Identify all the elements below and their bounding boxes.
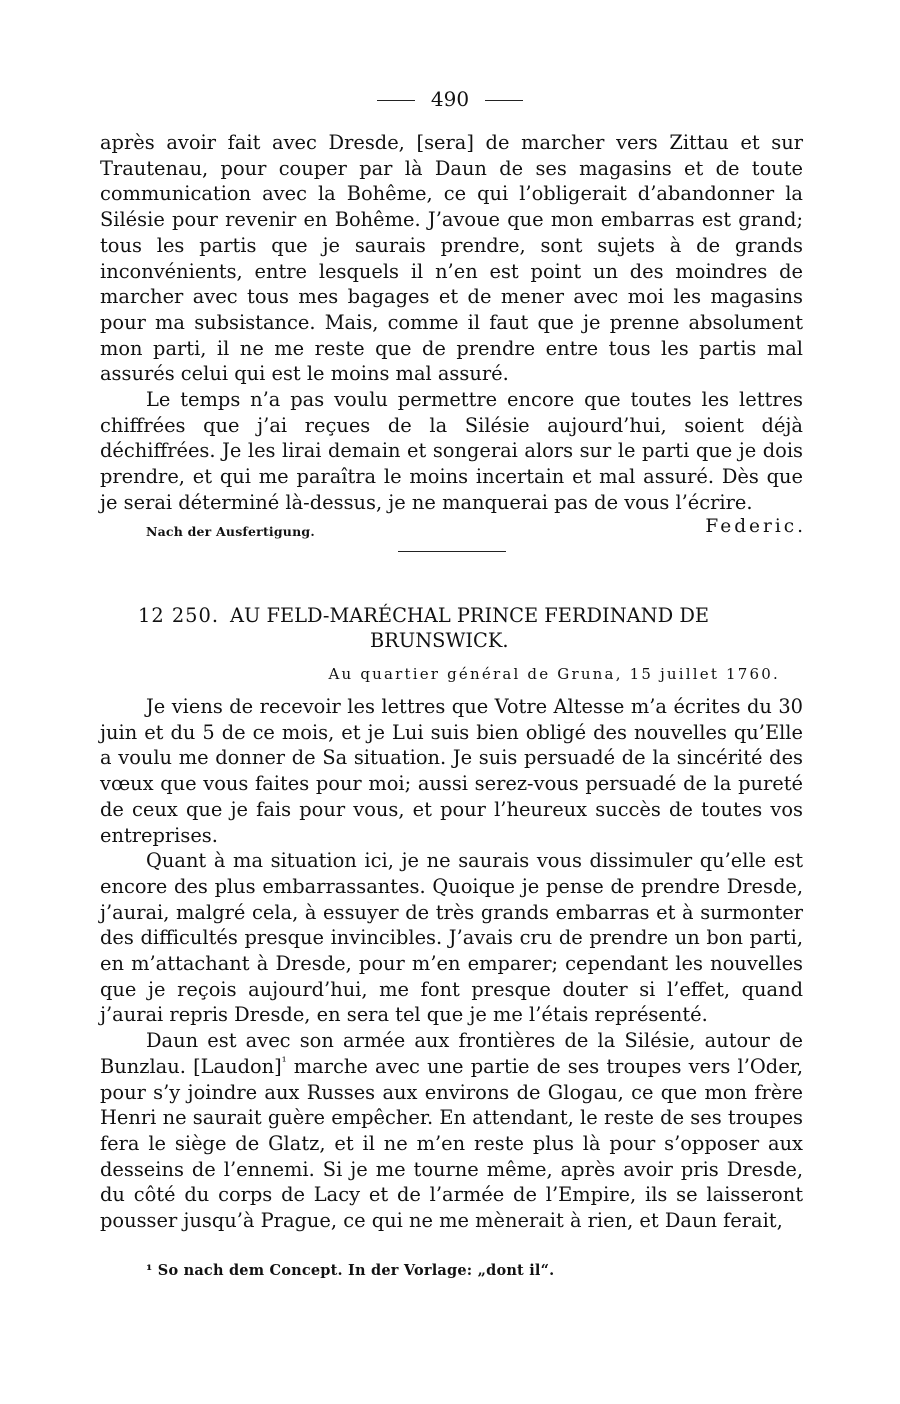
paragraph-daun <box>100 1028 803 1234</box>
paragraph-daun-part2: marche avec une partie de ses troupes vers l’Oder, pour s’y joindre aux Russes aux environs de Glogau, ce que mon frère Henri ne saurait guère empêcher. En attendant, le reste de ses troupes fera le siège de Glatz, et il ne m’en reste plus là pour s’opposer aux desseins de l’ennemi. Si je me tourne même, après avoir pris Dresde, du côté du corps de Lacy et de l’armée de l’Empire, ils se laisseront pousser jusqu’à Prague, ce qui ne me mènerait à rien, et Daun ferait, <box>100 1054 803 1233</box>
header-rule-left <box>377 100 415 101</box>
page-number: 490 <box>430 87 470 111</box>
paragraph-daun-part1: Daun est avec son armée aux frontières de la Silésie, autour de Bunzlau. [Laudon] <box>100 1029 803 1078</box>
header-rule-right <box>485 100 523 101</box>
letter-title-line2: BRUNSWICK. <box>370 629 509 652</box>
place-date-line: Au quartier général de Gruna, 15 juillet 1760. <box>328 665 780 683</box>
letter-body <box>100 694 803 1234</box>
paragraph-cipher-letters: Le temps n’a pas voulu permettre encore que toutes les lettres chiffrées que j’ai reçues de la Silésie aujourd’hui, soient déjà déchiffrées. Je les lirai demain et songerai alors sur le parti que je dois prendre, et qui me paraîtra le moins incertain et mal assuré. Dès que je serai déterminé là-dessus, je ne manquerai pas de vous l’écrire. <box>100 388 803 514</box>
page-header <box>0 86 900 112</box>
section-divider <box>398 551 506 552</box>
letter-continuation <box>100 130 803 516</box>
footnote: ¹ So nach dem Concept. In der Vorlage: „dont il“. <box>146 1262 555 1279</box>
paragraph-continuation: après avoir fait avec Dresde, [sera] de marcher vers Zittau et sur Trautenau, pour couper par là Daun de ses magasins et de toute communication avec la Bohême, ce qui l’obligerait d’abandonner la Silésie pour revenir en Bohême. J’avoue que mon embarras est grand; tous les partis que je saurais prendre, sont sujets à de grands inconvénients, entre lesquels il n’en est point un des moindres de marcher avec tous mes bagages et de mener avec moi les magasins pour ma subsistance. Mais, comme il faut que je prenne absolument mon parti, il ne me reste que de prendre entre tous les partis mal assurés celui qui est le moins mal assuré. <box>100 131 803 386</box>
paragraph-situation: Quant à ma situation ici, je ne saurais vous dissimuler qu’elle est encore des plus embarrassantes. Quoique je pense de prendre Dresde, j’aurai, malgré cela, à essuyer de très grands embarras et à surmonter des difficultés presque invincibles. J’avais cru de prendre un bon parti, en m’attachant à Dresde, pour m’en emparer; cependant les nouvelles que je reçois aujourd’hui, me font presque douter si l’effet, quand j’aurai repris Dresde, en sera tel que je me l’étais représenté. <box>100 849 803 1027</box>
closing-row <box>146 516 806 544</box>
paragraph-opening: Je viens de recevoir les lettres que Votre Altesse m’a écrites du 30 juin et du 5 de ce mois, et je Lui suis bien obligé des nouvelles qu’Elle a voulu me donner de Sa situation. Je suis persuadé de la sincérité des vœux que vous faites pour moi; aussi serez-vous persuadé de la pureté de ceux que je fais pour vous, et pour l’heureux succès de toutes vos entreprises. <box>100 695 803 847</box>
source-note: Nach der Ausfertigung. <box>146 524 315 539</box>
footnote-reference: ¹ <box>281 1054 287 1069</box>
signature: Federic. <box>705 516 806 537</box>
letter-number: 12 250. <box>138 604 220 627</box>
letter-title-line1: AU FELD-MARÉCHAL PRINCE FERDINAND DE <box>230 604 710 627</box>
